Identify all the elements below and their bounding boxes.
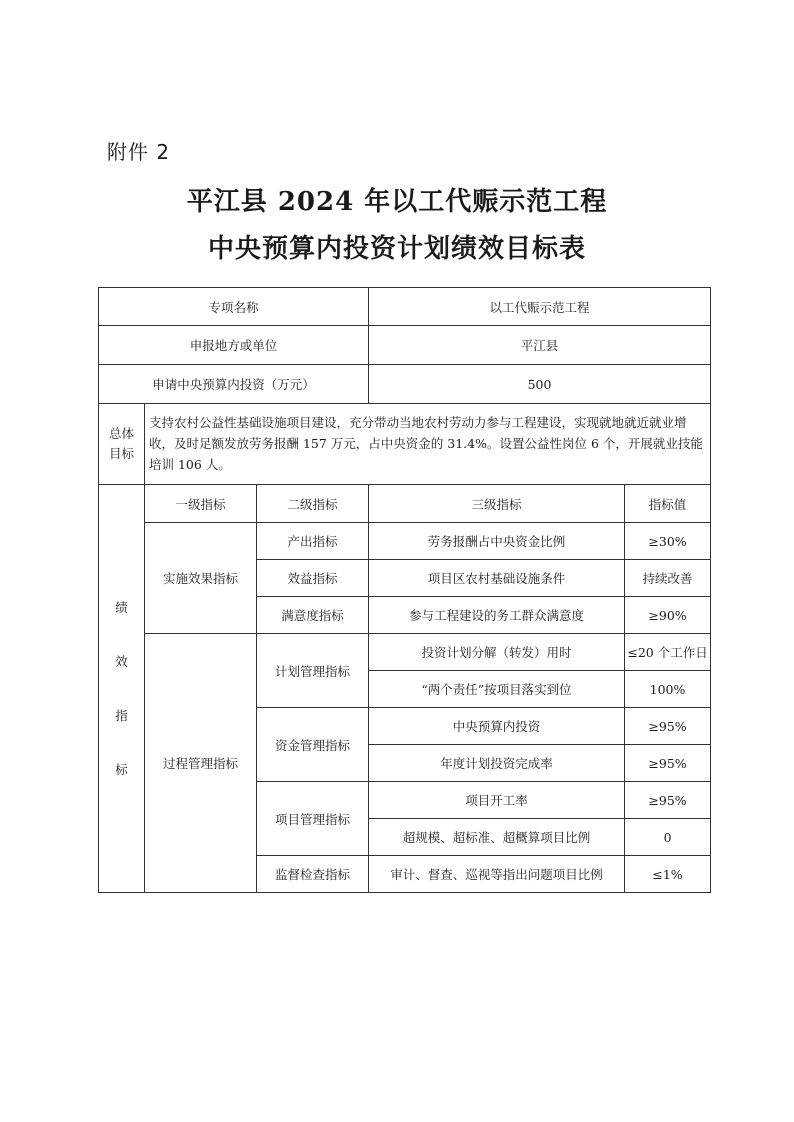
- applicant-label: 申报地方或单位: [99, 326, 369, 365]
- level3-cell: 超规模、超标准、超概算项目比例: [369, 819, 625, 856]
- project-name-label: 专项名称: [99, 288, 369, 326]
- indicators-label: 绩效指标: [115, 599, 128, 777]
- level3-cell: 投资计划分解（转发）用时: [369, 634, 625, 671]
- value-cell: ≥95%: [625, 708, 711, 745]
- level3-cell: “两个责任”按项目落实到位: [369, 671, 625, 708]
- level2-cell: 计划管理指标: [257, 634, 369, 708]
- level2-cell: 产出指标: [257, 523, 369, 560]
- document-title-line-2: 中央预算内投资计划绩效目标表: [207, 234, 586, 264]
- level1-cell: 实施效果指标: [145, 523, 257, 634]
- level3-cell: 年度计划投资完成率: [369, 745, 625, 782]
- level2-cell: 满意度指标: [257, 597, 369, 634]
- level2-cell: 效益指标: [257, 560, 369, 597]
- column-header-value: 指标值: [625, 485, 711, 523]
- value-cell: ≤20 个工作日: [625, 634, 711, 671]
- performance-target-table: [98, 287, 711, 893]
- value-cell: ≥30%: [625, 523, 711, 560]
- value-cell: ≤1%: [625, 856, 711, 893]
- investment-label: 申请中央预算内投资（万元）: [99, 365, 369, 404]
- level3-cell: 劳务报酬占中央资金比例: [369, 523, 625, 560]
- applicant-value: 平江县: [369, 326, 711, 365]
- table-row: [99, 634, 711, 671]
- value-cell: 100%: [625, 671, 711, 708]
- table-row: [99, 288, 711, 326]
- overall-target-label-cell: [99, 404, 145, 485]
- overall-target-text: 支持农村公益性基础设施项目建设，充分带动当地农村劳动力参与工程建设，实现就地就近就业增收，及时足额发放劳务报酬 157 万元，占中央资金的 31.4%。设置公益性岗位 6 个，开展就业技能培训 106 人。: [145, 404, 711, 485]
- indicators-label-cell: [99, 485, 145, 893]
- value-cell: ≥90%: [625, 597, 711, 634]
- project-name-value: 以工代赈示范工程: [369, 288, 711, 326]
- overall-target-label: 总体目标: [108, 426, 134, 461]
- document-title-line-1: 平江县 2024 年以工代赈示范工程: [186, 187, 608, 217]
- attachment-label: 附件 2: [107, 140, 171, 164]
- column-header-level1: 一级指标: [145, 485, 257, 523]
- level2-cell: 资金管理指标: [257, 708, 369, 782]
- level3-cell: 审计、督查、巡视等指出问题项目比例: [369, 856, 625, 893]
- level3-cell: 参与工程建设的务工群众满意度: [369, 597, 625, 634]
- level2-cell: 监督检查指标: [257, 856, 369, 893]
- table-row: [99, 523, 711, 560]
- level2-cell: 项目管理指标: [257, 782, 369, 856]
- column-header-level2: 二级指标: [257, 485, 369, 523]
- table-row: [99, 326, 711, 365]
- table-row: [99, 485, 711, 523]
- level3-cell: 项目开工率: [369, 782, 625, 819]
- value-cell: ≥95%: [625, 745, 711, 782]
- value-cell: ≥95%: [625, 782, 711, 819]
- column-header-level3: 三级指标: [369, 485, 625, 523]
- level1-cell: 过程管理指标: [145, 634, 257, 893]
- table-row: [99, 404, 711, 485]
- table-row: [99, 365, 711, 404]
- value-cell: 0: [625, 819, 711, 856]
- investment-value: 500: [369, 365, 711, 404]
- level3-cell: 项目区农村基础设施条件: [369, 560, 625, 597]
- level3-cell: 中央预算内投资: [369, 708, 625, 745]
- value-cell: 持续改善: [625, 560, 711, 597]
